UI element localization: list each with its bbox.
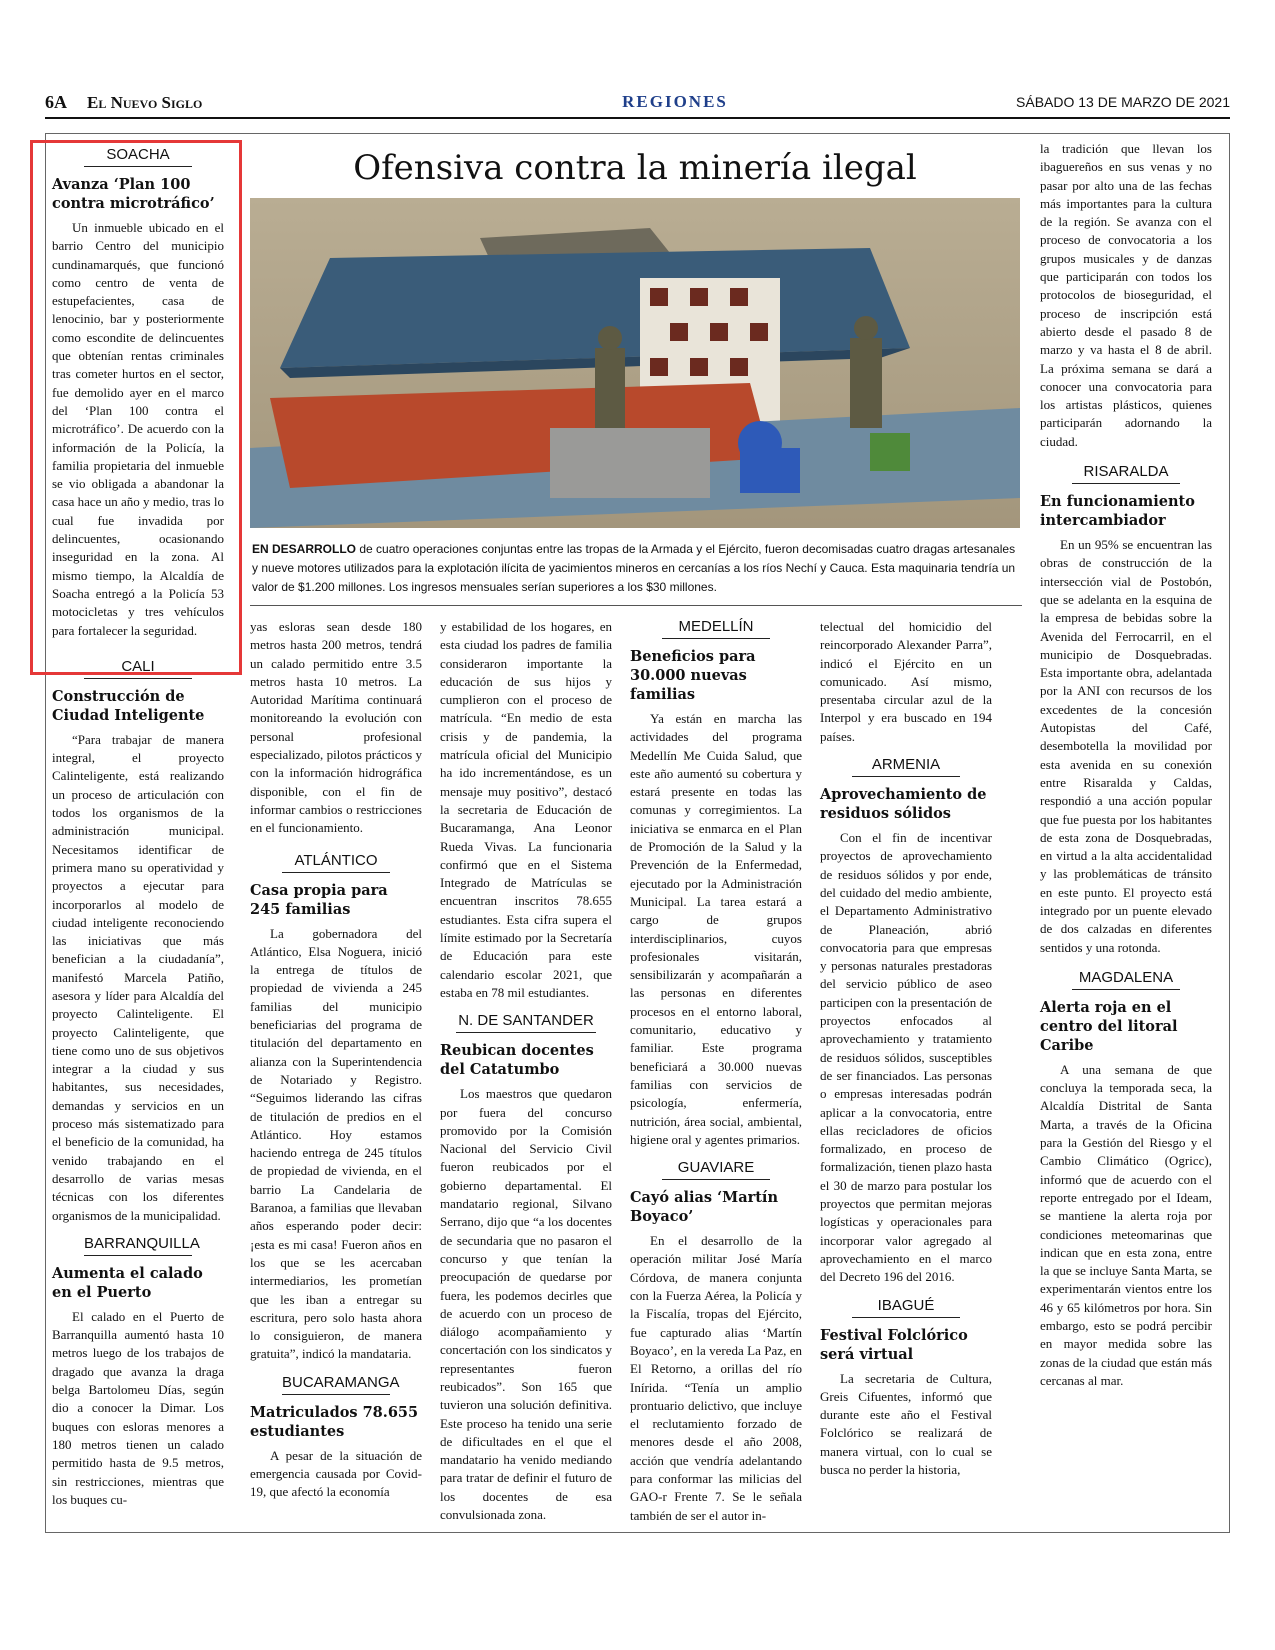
caption-text: de cuatro operaciones conjuntas entre las tropas de la Armada y el Ejército, fueron decomisadas cuatro dragas artesanales y nueve motores utilizados para la explotación ilícita de yacimientos mineros en cercanías a los ríos Nechí y Cauca. Esta maquinaria tendría un valor de $1.200 millones. Los ingresos mensuales serían superiores a los $30 millones. [252, 542, 1016, 594]
newspaper-name: El Nuevo Siglo [87, 93, 203, 112]
article-title: Cayó alias ‘Martín Boyaco’ [630, 1189, 778, 1226]
article-body-continued: la tradición que llevan los ibaguereños en sus venas y no pasar por alto una de las fechas más importantes para la cultura de la región. Se avanza con el proceso de convocatoria a los grupos musicales y de danzas que participarán con todos los protocolos de bioseguridad, el proceso de inscripción está abierto desde el pasado 8 de marzo y va hasta el 8 de abril. La próxima semana se dará a conocer una convocatoria para los artistas plásticos, quienes participarán adornando la ciudad. [1040, 141, 1212, 449]
main-photo [250, 198, 1020, 528]
article-body: Un inmueble ubicado en el barrio Centro del municipio cundinamarqués, que funcionó como centro de venta de estupefacientes, casa de lenocinio, bar y posteriormente como escondite de delincuentes que obtenían rentas criminales tras cometer hurtos en el sector, fue demolido ayer en el marco del ‘Plan 100 contra el microtráfico’. De acuerdo con la información de la Policía, la familia propietaria del inmueble se vio obligada a abandonar la casa hace un año y medio, tras lo cual fue invadida por delincuentes, ocasionando inseguridad en la zona. Al mismo tiempo, la Alcaldía de Soacha entregó a la Policía 53 motocicletas y tres vehículos para fortalecer la seguridad. [52, 220, 224, 638]
issue-date: SÁBADO 13 DE MARZO DE 2021 [1016, 94, 1230, 110]
article-title: Alerta roja en el centro del litoral Caribe [1040, 998, 1178, 1054]
column-2 [250, 618, 422, 1510]
article-body: “Para trabajar de manera integral, el proyecto Calinteligente, está realizando un proceso de articulación con todos los organismos de la administración municipal. Necesitamos identificar de primera mano su operatividad y proyectos a ejecutar para incorporarlos al modelo de ciudad inteligente reconociendo las iniciativas que más benefician a la ciudadanía”, manifestó Marcela Patiño, asesora y líder para Alcaldía del proyecto Calinteligente. El proyecto Calinteligente, que tiene como uno de sus objetivos integrar a la ciudad y sus habitantes, sus necesidades, demandas y servicios en un proceso más sistematizado para el beneficio de la comunidad, ha venido trabajando en el desarrollo de varias mesas técnicas con los diferentes organismos de la municipalidad. [52, 731, 224, 1223]
photo-caption [252, 540, 1022, 597]
page-number: 6A [45, 92, 67, 112]
article-body: El calado en el Puerto de Barranquilla aumentó hasta 10 metros luego de los trabajos de dragado que avanza la draga belga Bartolomeu Días, según dio a conocer la Dimar. Los buques con esloras menores a 180 metros tienen un calado permitido hasta de 9.5 metros, sin restricciones, mientras que los buques cu- [52, 1308, 224, 1507]
article-body: Los maestros que quedaron por fuera del concurso promovido por la Comisión Nacional del Servicio Civil fueron reubicados por el gobierno departamental. El mandatario regional, Silvano Serrano, dijo que “a los docentes de secundaria que no pasaron el concurso y que tenían la preocupación de quedarse por fuera, les podemos decirles que de acuerdo con un proceso de diálogo acompañamiento y concertación con los sindicatos y representantes fueron reubicados”. Son 165 que tuvieron una solución definitiva. Este proceso ha tenido una serie de dificultades en el que el mandatario ha venido mediando para tratar de definir el futuro de los docentes de esa convulsionada zona. [440, 1086, 612, 1523]
article-title: Reubican docentes del Catatumbo [440, 1042, 594, 1079]
section-tag: BARRANQUILLA [84, 1235, 192, 1256]
column-3 [440, 618, 612, 1532]
article-title: Aprovechamiento de residuos sólidos [820, 786, 987, 823]
caption-label: EN DESARROLLO [252, 542, 357, 556]
article-body: Con el fin de incentivar proyectos de aprovechamiento de residuos sólidos y por ende, del cuidado del medio ambiente, el Departamento Administrativo de Planeación, abrió convocatoria para que empresas y personas naturales prestadoras del servicio público de aseo participen con la presentación de proyectos enfocados al aprovechamiento y tratamiento de residuos sólidos, susceptibles de ser financiados. Las personas o empresas interesadas podrán aplicar a la convocatoria, entre ellas recicladores de oficios formalizado, en proceso de formalización, tienen plazo hasta el 30 de marzo para postular los proyectos que permitan mejoras logísticas y operacionales para incorporar valor agregado al aprovechamiento en el marco del Decreto 196 del 2016. [820, 830, 992, 1285]
article-body-continued: yas esloras sean desde 180 metros hasta 200 metros, tendrá un calado permitido entre 3.5 metros hasta 10 metros. La Autoridad Marítima continuará monitoreando la evolución con personal profesional especializado, pilotos prácticos y con la información hidrográfica disponible, con el fin de informar cambios o restricciones en el funcionamiento. [250, 619, 422, 836]
section-tag: N. DE SANTANDER [456, 1012, 596, 1033]
section-tag: CALI [84, 658, 192, 679]
section-title: REGIONES [622, 92, 728, 111]
article-title: Matriculados 78.655 estudiantes [250, 1403, 419, 1440]
article-body: En el desarrollo de la operación militar José María Córdova, de manera conjunta con la Fuerza Aérea, la Policía y la Fiscalía, tropas del Ejército, fue capturado alias ‘Martín Boyaco’, en la vereda La Paz, en El Retorno, a orillas del río Inírida. “Tenía un amplio prontuario delictivo, que incluye el reclutamiento forzado de menores desde el año 2008, acción que vendría adelantando para conformar las milicias del GAO-r Frente 7. Se le señala también de ser el autor in- [630, 1233, 802, 1523]
article-body: Ya están en marcha las actividades del programa Medellín Me Cuida Salud, que este año aumentó su cobertura y estará presente en todas las comunas y corregimientos. La iniciativa se enmarca en el Plan de Promoción de la Salud y la Prevención de la Enfermedad, ejecutado por la Administración Municipal. La tarea estará a cargo de grupos interdisciplinarios, cuyos profesionales visitarán, sensibilizarán y acompañarán a las personas en diferentes procesos en el entorno laboral, comunitario, educativo y familiar. Este programa beneficiará a 30.000 nuevas familias con servicios de psicología, enfermería, nutrición, área social, ambiental, higiene oral y agentes primarios. [630, 711, 802, 1147]
caption-rule [250, 605, 1022, 606]
article-title: En funcionamiento intercambiador [1040, 493, 1195, 530]
article-title: Avanza ‘Plan 100 contra microtráfico’ [52, 176, 215, 212]
column-4 [630, 618, 802, 1533]
section-tag: ARMENIA [852, 756, 960, 777]
article-title: Festival Folclórico será virtual [820, 1326, 968, 1363]
section-tag: RISARALDA [1072, 463, 1180, 484]
column-5 [820, 618, 992, 1487]
page-header [45, 92, 1230, 116]
main-headline: Ofensiva contra la minería ilegal [353, 148, 917, 188]
article-body: A pesar de la situación de emergencia causada por Covid-19, que afectó la economía [250, 1447, 422, 1500]
section-tag: SOACHA [84, 146, 192, 167]
article-title: Construcción de Ciudad Inteligente [52, 687, 205, 724]
header-rule [45, 117, 1230, 119]
article-body-continued: y estabilidad de los hogares, en esta ciudad los padres de familia consideraron importante la educación de sus hijos y cumplieron con el proceso de matrícula. “En medio de esta crisis y de pandemia, la matrícula oficial del Municipio ha ido incrementándose, es un mensaje muy positivo”, destacó la secretaria de Educación de Bucaramanga, Ana Leonor Rueda Vivas. La funcionaria confirmó que en el Sistema Integrado de Matrículas se encuentran inscritos 78.655 estudiantes. Esta cifra supera el límite estimado por la Secretaría de Educación para este calendario escolar 2021, que estaba en 78 mil estudiantes. [440, 619, 612, 1000]
section-tag: ATLÁNTICO [282, 852, 390, 873]
article-body-continued: telectual del homicidio del reincorporado Alexander Parra”, indicó el Ejército en un comunicado. Así mismo, presentaba circular azul de la Interpol y era buscado en 194 países. [820, 619, 992, 744]
article-body: La gobernadora del Atlántico, Elsa Noguera, inició la entrega de títulos de propiedad de vivienda a 245 familias del municipio beneficiarias del programa de titulación del departamento en alianza con la Superintendencia de Notariado y Registro. “Seguimos liderando las cifras de titulación de predios en el Atlántico. Hoy estamos haciendo entrega de 245 títulos de propiedad de vivienda, en el barrio La Candelaria de Baranoa, a familias que llevaban años esperando poder decir: ¡esta es mi casa! Fueron años en los que se les acercaban intermediarios, les prometían que les iban a entregar su escritura, pero solo hasta ahora lo consiguieron, de manera gratuita”, indicó la mandataria. [250, 925, 422, 1362]
article-title: Beneficios para 30.000 nuevas familias [630, 648, 756, 703]
section-tag: GUAVIARE [662, 1159, 770, 1180]
section-tag: MAGDALENA [1072, 969, 1180, 990]
column-1 [52, 146, 224, 1517]
article-title: Aumenta el calado en el Puerto [52, 1264, 203, 1301]
article-title: Casa propia para 245 familias [250, 881, 388, 918]
column-6 [1040, 140, 1212, 1398]
article-body: En un 95% se encuentran las obras de construcción de la intersección vial de Postobón, que se adelanta en la esquina de la empresa de bebidas sobre la Avenida del Ferrocarril, en el municipio de Dosquebradas. Esta importante obra, adelantada por la ANI con recursos de los excedentes de la concesión Autopistas del Café, desembotella la movilidad por esta avenida en su conexión entre Risaralda y Caldas, respondió a una acción popular que fue puesta por los habitantes de esta zona de Dosquebradas, en virtud a la alta accidentalidad y las problemáticas de tránsito en este punto. El proyecto está integrado por un puente elevado de dos calzadas en diferentes sentidos y una rotonda. [1040, 537, 1212, 955]
section-tag: BUCARAMANGA [282, 1374, 390, 1395]
section-tag: IBAGUÉ [852, 1297, 960, 1318]
article-body: La secretaria de Cultura, Greis Cifuentes, informó que durante este año el Festival Folclórico se realizará de manera virtual, con lo cual se busca no perder la historia, [820, 1370, 992, 1477]
article-body: A una semana de que concluya la temporada seca, la Alcaldía Distrital de Santa Marta, a través de la Oficina para la Gestión del Riesgo y el Cambio Climático (Ogricc), informó que de acuerdo con el reporte entregado por el Ideam, se mantiene la alerta roja por condiciones meteomarinas que indican que en esta zona, entre la que se incluye Santa Marta, se experimentarán vientos entre los 46 y 65 kilómetros por hora. Sin embargo, esto se podrá percibir en mayor medida sobre las zonas de la ciudad que están más cercanas al mar. [1040, 1061, 1212, 1388]
section-tag: MEDELLÍN [662, 618, 770, 639]
